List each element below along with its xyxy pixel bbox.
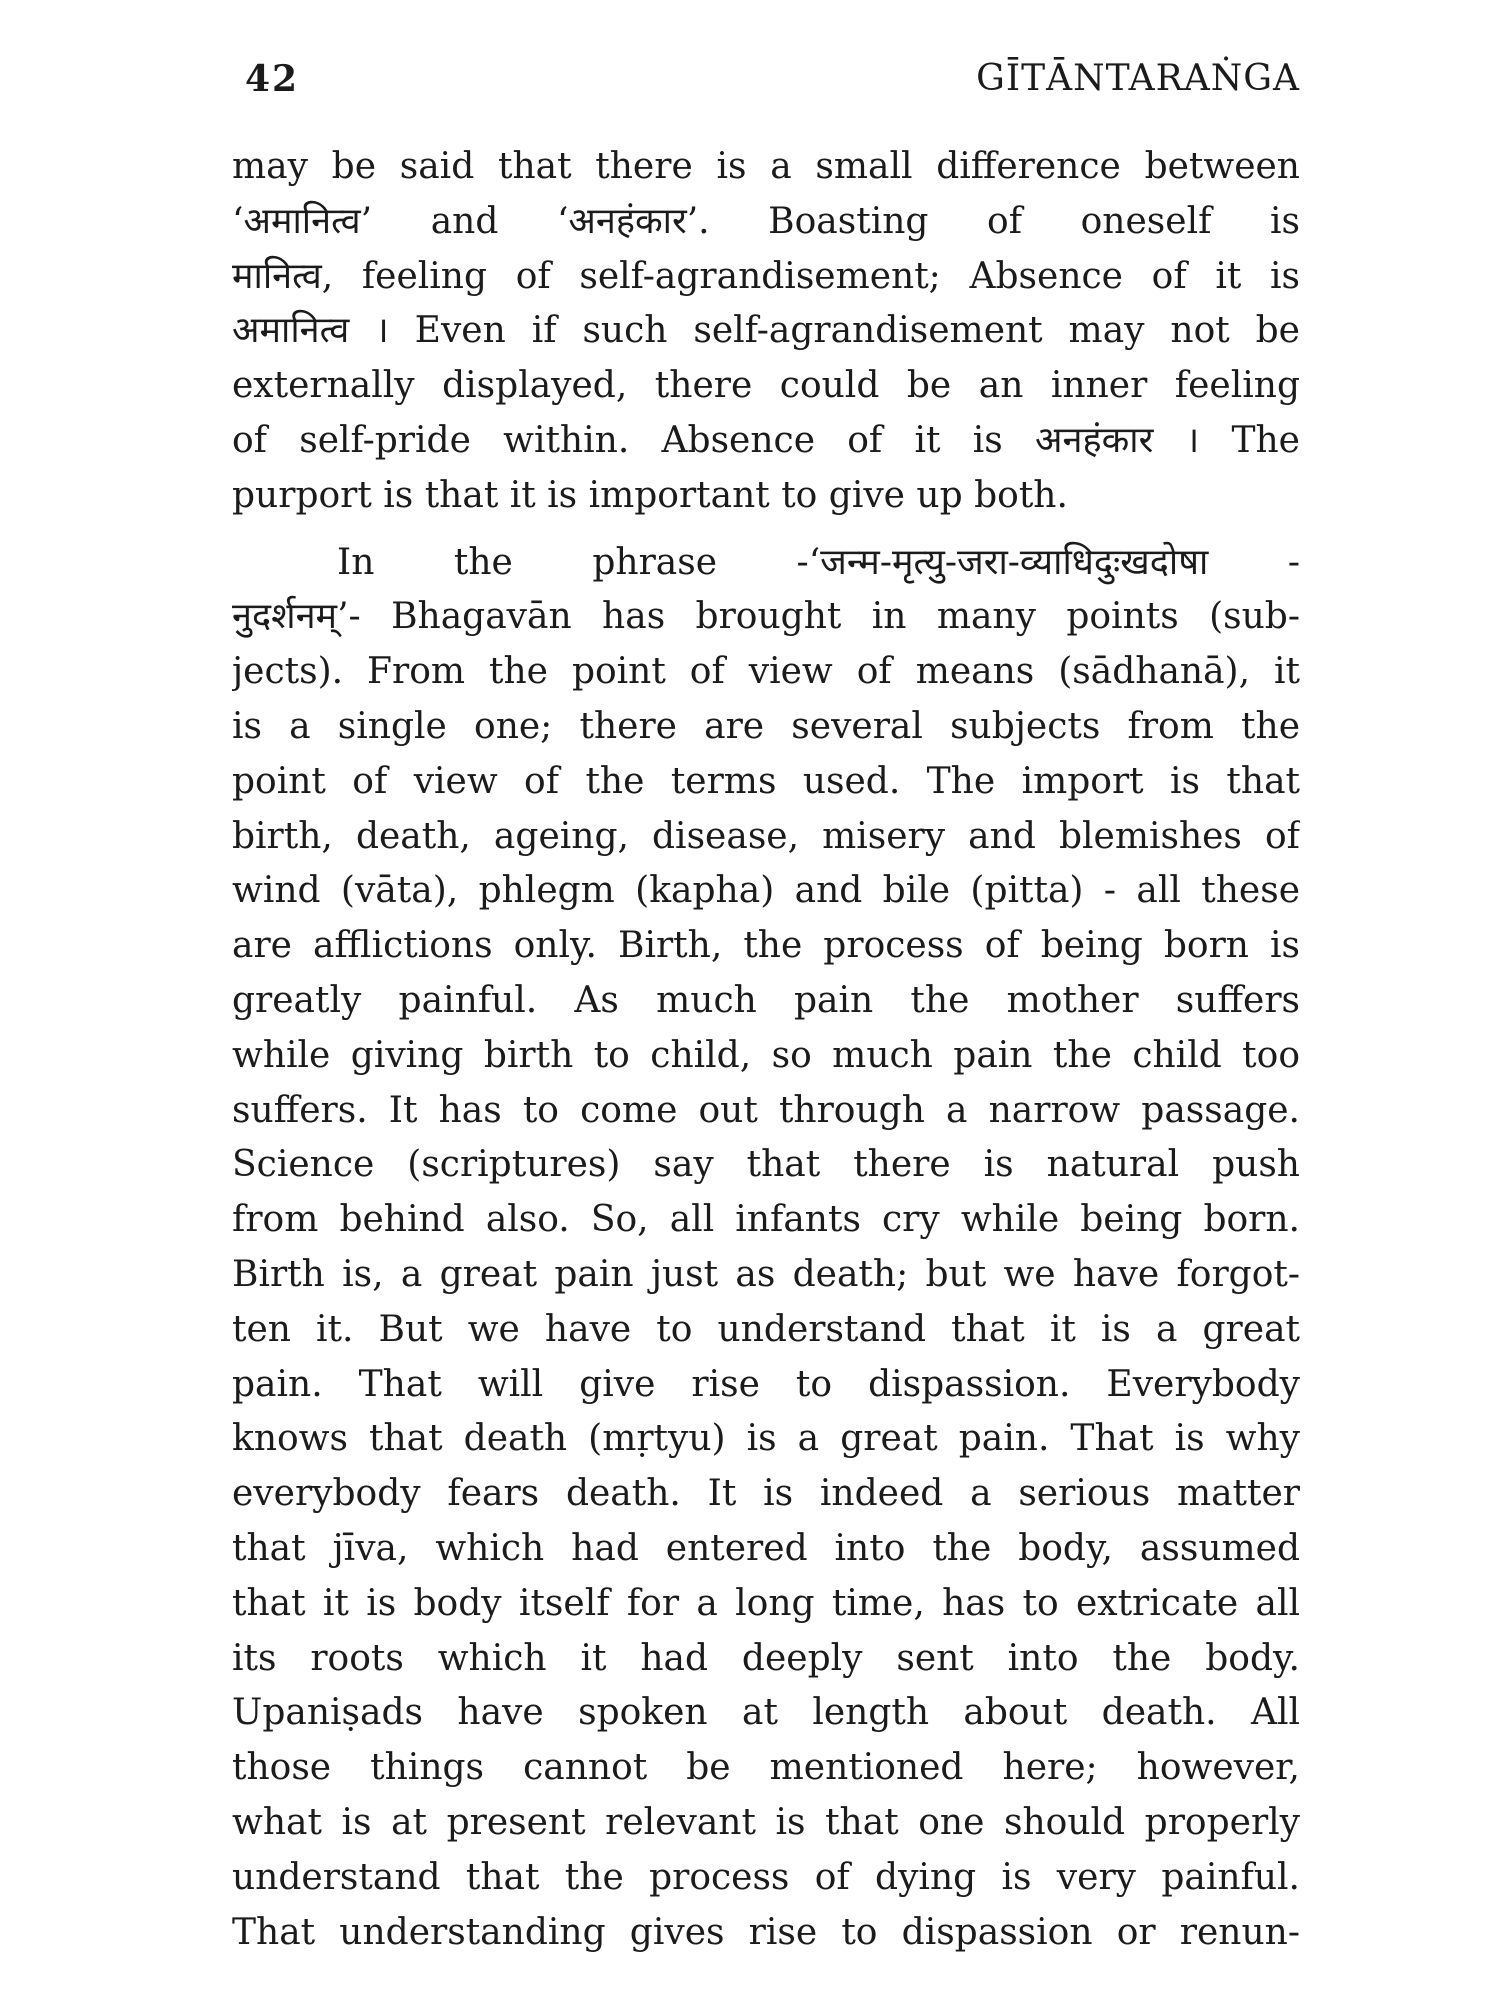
text-line: Science (scriptures) say that there is natural push [232,1144,1300,1186]
text-line: everybody fears death. It is indeed a serious matter [232,1473,1300,1515]
text-line: that it is body itself for a long time, has to extricate all [232,1582,1300,1624]
text-line: अमानित्व । Even if such self-agrandisement may not be [232,310,1300,352]
text-line: of self-pride within. Absence of it is अनहंकार । The [232,419,1300,461]
text-line: jects). From the point of view of means (sādhanā), it [232,651,1300,693]
text-line: understand that the process of dying is very painful. [232,1856,1300,1898]
text-line: may be said that there is a small difference between [232,146,1300,187]
text-line: externally displayed, there could be an inner feeling [232,365,1300,407]
paragraph-spacer [232,524,1300,536]
text-line: are afflictions only. Birth, the process of being born is [232,925,1300,967]
text-line: knows that death (mṛtyu) is a great pain. That is why [232,1418,1300,1460]
text-line: pain. That will give rise to dispassion. Everybody [232,1363,1300,1405]
text-line: that jīva, which had entered into the body, assumed [232,1527,1300,1569]
text-line: while giving birth to child, so much pain the child too [232,1034,1300,1076]
text-line: what is at present relevant is that one should properly [232,1801,1300,1843]
paragraph-1 [232,140,1300,524]
text-line: wind (vāta), phlegm (kapha) and bile (pitta) - all these [232,870,1300,912]
text-line: its roots which it had deeply sent into the body. [232,1637,1300,1679]
text-line: That understanding gives rise to dispassion or renun- [232,1911,1300,1953]
text-line: ‘अमानित्व’ and ‘अनहंकार’. Boasting of oneself is [232,200,1300,242]
text-line: from behind also. So, all infants cry while being born. [232,1199,1300,1241]
text-line: greatly painful. As much pain the mother suffers [232,979,1300,1021]
text-line: नुदर्शनम्’- Bhagavān has brought in many points (sub- [232,596,1300,638]
paragraph-2 [232,536,1300,1961]
text-line: those things cannot be mentioned here; however, [232,1747,1300,1789]
text-line: is a single one; there are several subjects from the [232,705,1300,747]
text-line: purport is that it is important to give up both. [232,474,1068,516]
running-head-title: GĪTĀNTARAṄGA [976,58,1300,99]
text-line: Birth is, a great pain just as death; but we have forgot- [232,1253,1300,1295]
text-line: point of view of the terms used. The import is that [232,760,1300,802]
page-number: 42 [245,58,300,100]
text-line: मानित्व, feeling of self-agrandisement; Absence of it is [232,255,1300,297]
page-header [245,58,1300,108]
text-line: suffers. It has to come out through a narrow passage. [232,1089,1300,1131]
body-text [232,140,1300,1980]
text-line: Upaniṣads have spoken at length about death. All [232,1692,1300,1734]
text-line: ten it. But we have to understand that it is a great [232,1308,1300,1350]
text-line: In the phrase -‘जन्म-मृत्यु-जरा-व्याधिदुःखदोषा - [337,541,1300,583]
text-line: birth, death, ageing, disease, misery and blemishes of [232,815,1300,857]
